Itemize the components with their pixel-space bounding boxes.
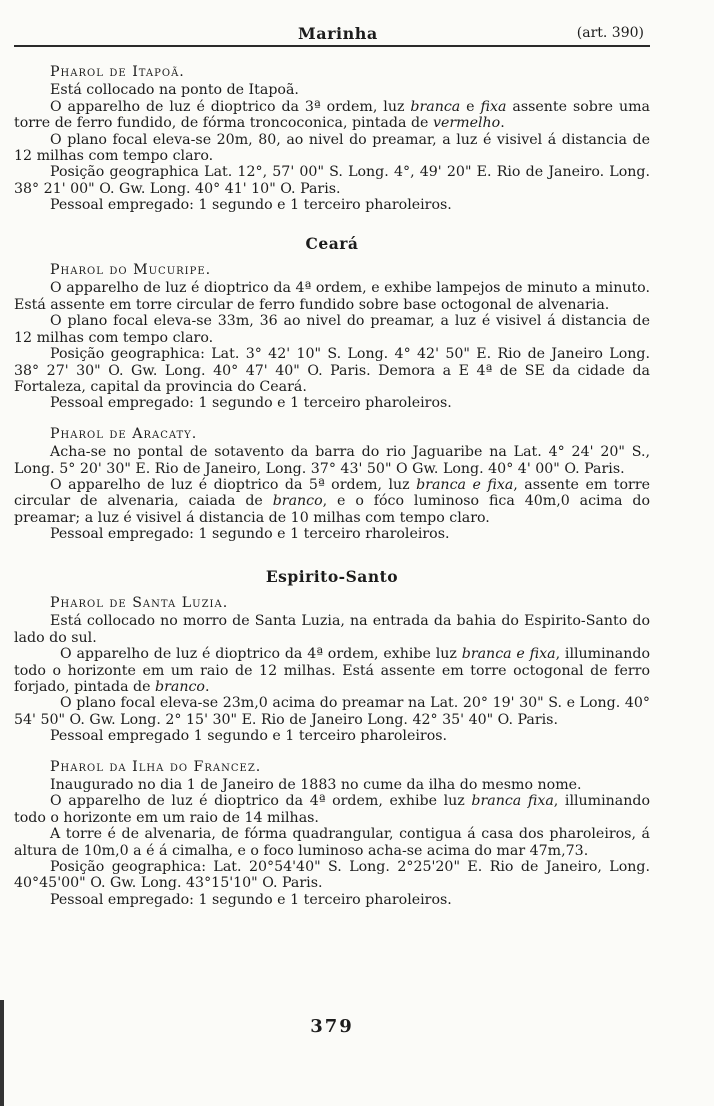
page-number: 379 [310, 1016, 354, 1037]
running-header [14, 0, 650, 44]
header-title: Marinha [298, 24, 378, 43]
paragraph: Pessoal empregado: 1 segundo e 1 terceiro pharoleiros. [50, 891, 452, 908]
paragraph: Pessoal empregado: 1 segundo e 1 terceiro pharoleiros. [50, 395, 452, 412]
paragraph: O apparelho de luz é dioptrico da 4ª ordem, exhibe luz branca fixa, illuminando todo o horizonte em um raio de 14 milhas. [14, 793, 650, 826]
paragraph: Pessoal empregado 1 segundo e 1 terceiro pharoleiros. [50, 728, 448, 745]
paragraph: O apparelho de luz é dioptrico da 3ª ordem, luz branca e fixa assente sobre uma torre de ferro fundido, de fórma troncoconica, pintada de vermelho. [14, 98, 650, 132]
section-title-espirito-santo: Espirito-Santo [265, 566, 399, 586]
page-edge-mark [0, 1000, 4, 1106]
paragraph: O plano focal eleva-se 33m, 36 ao nivel do preamar, a luz é visivel á distancia de 12 milhas com tempo claro. [14, 313, 650, 346]
paragraph: Pessoal empregado: 1 segundo e 1 terceiro rharoleiros. [50, 526, 450, 543]
page-content [14, 56, 650, 908]
paragraph: A torre é de alvenaria, de fórma quadrangular, contigua á casa dos pharoleiros, á altura de 10m,0 a é á cimalha, e o foco luminoso acha-se acima do mar 47m,73. [14, 826, 650, 859]
lighthouse-heading-santa-luzia: Pharol de Santa Luzia. [50, 594, 229, 611]
paragraph: Acha-se no pontal de sotavento da barra do rio Jaguaribe na Lat. 4° 24' 20" S., Long. 5° 20' 30" E. Rio de Janeiro, Long. 37° 43' 50" O Gw. Long. 40° 4' 00" O. Paris. [14, 444, 650, 477]
paragraph: Está collocado no morro de Santa Luzia, na entrada da bahia do Espirito-Santo do lado do sul. [14, 613, 650, 646]
paragraph: O apparelho de luz é dioptrico da 5ª ordem, luz branca e fixa, assente em torre circular de alvenaria, caiada de branco, e o fóco luminoso fica 40m,0 acima do preamar; a luz é visivel á distancia de 10 milhas com tempo claro. [14, 476, 651, 526]
paragraph: O plano focal eleva-se 23m,0 acima do preamar na Lat. 20° 19' 30" S. e Long. 40° 54' 50" O. Gw. Long. 2° 15' 30" E. Rio de Janeiro Long. 42° 35' 40" O. Paris. [14, 695, 650, 728]
paragraph: Está collocado na ponto de Itapoã. [50, 82, 299, 99]
book-page [14, 0, 651, 1037]
lighthouse-heading-mucuripe: Pharol do Mucuripe. [50, 262, 212, 279]
paragraph: Posição geographica: Lat. 20°54'40" S. Long. 2°25'20" E. Rio de Janeiro, Long. 40°45'00" O. Gw. Long. 43°15'10" O. Paris. [14, 859, 650, 892]
paragraph: O apparelho de luz é dioptrico da 4ª ordem, exhibe luz branca e fixa, illuminando todo o horizonte em um raio de 12 milhas. Está assente em torre octogonal de ferro forjado, pintada de branco. [14, 646, 651, 695]
paragraph: Posição geographica: Lat. 3° 42' 10" S. Long. 4° 42' 50" E. Rio de Janeiro Long. 38° 27' 30" O. Gw. Long. 40° 47' 40" O. Paris. Demora a E 4ª de SE da cidade da Fortaleza, capital da provincia do Ceará. [14, 346, 650, 395]
header-article-ref: (art. 390) [576, 25, 644, 41]
section-title-ceara: Ceará [305, 233, 359, 253]
paragraph: Posição geographica Lat. 12°, 57' 00" S. Long. 4°, 49' 20" E. Rio de Janeiro. Long. 38° 21' 00" O. Gw. Long. 40° 41' 10" O. Paris. [14, 164, 650, 197]
paragraph: Inaugurado no dia 1 de Janeiro de 1883 no cume da ilha do mesmo nome. [50, 777, 582, 794]
paragraph: O apparelho de luz é dioptrico da 4ª ordem, e exhibe lampejos de minuto a minuto. Está assente em torre circular de ferro fundido sobre base octogonal de alvenaria. [14, 280, 650, 313]
header-rule [14, 45, 650, 47]
lighthouse-heading-aracaty: Pharol de Aracaty. [50, 425, 198, 442]
paragraph: O plano focal eleva-se 20m, 80, ao nivel do preamar, a luz é visivel á distancia de 12 milhas com tempo claro. [14, 131, 650, 165]
lighthouse-heading-ilha-francez: Pharol da Ilha do Francez. [50, 758, 262, 775]
paragraph: Pessoal empregado: 1 segundo e 1 terceiro pharoleiros. [50, 197, 452, 214]
lighthouse-heading-itapoa: Pharol de Itapoã. [50, 64, 185, 80]
